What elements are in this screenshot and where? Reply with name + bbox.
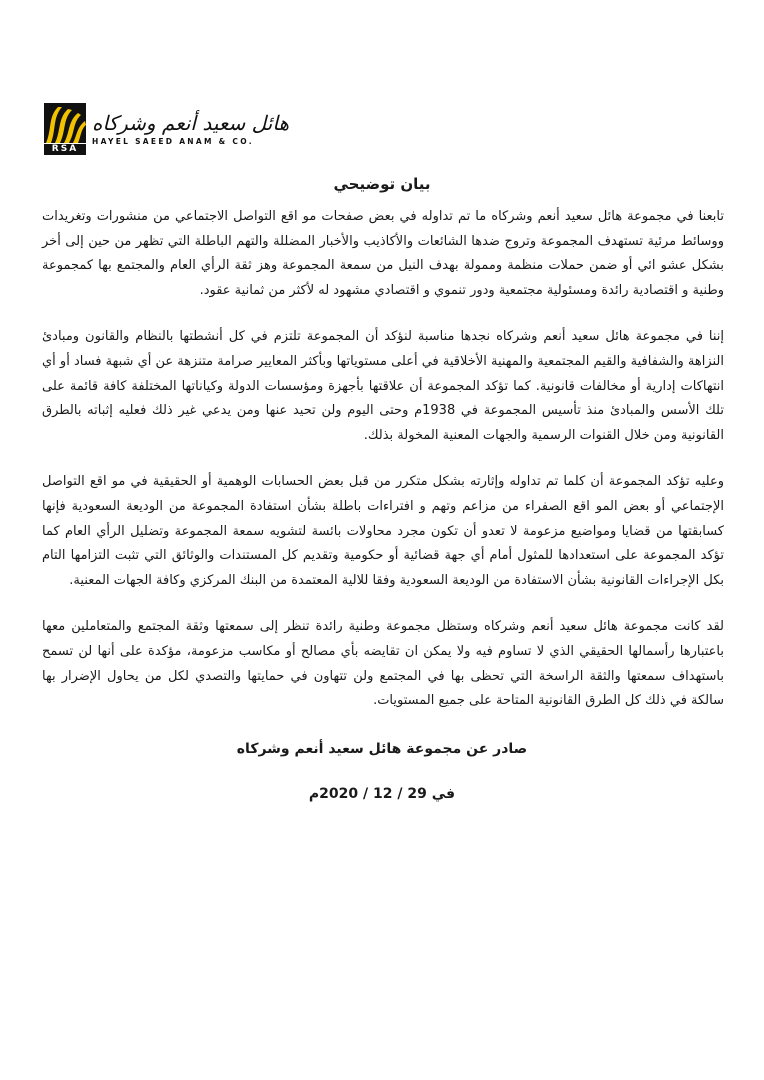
paragraph-1: تابعنا في مجموعة هائل سعيد أنعم وشركاه ما تم تداوله في بعض صفحات مو اقع التواصل الاجتماعي من منشورات وتغريدات ووسائط مرئية تستهدف المجموعة وتروج ضدها الشائعات والأكاذيب والأخبار المضللة والتهم الباطلة التي تظهر من حين إلى أخر بشكل عشو ائي أو ضمن حملات منظمة وممولة بهدف النيل من سمعة المجموعة وهز ثقة الرأي العام والمجتمع بها كمجموعة وطنية و اقتصادية رائدة ومسئولية مجتمعية ودور تنموي و اقتصادي مشهود له لأكثر من ثمانية عقود. [42, 209, 724, 298]
paragraph-4: لقد كانت مجموعة هائل سعيد أنعم وشركاه وستظل مجموعة وطنية رائدة تنظر إلى سمعتها وثقة المجتمع والمتعاملين معها باعتبارها رأسمالها الحقيقي الذي لا تساوم فيه ولا يمكن ان تقايضه بأي مصالح أو مكاسب مزعومة، مؤكدة على أنها لن تسمح باستهداف سمعتها والثقة الراسخة التي تحظى بها في المجتمع ولن تتهاون في حمايتها والتصدي لكل من يحاول الإضرار بها سالكة في ذلك كل الطرق القانونية المتاحة على جميع المستويات. [42, 619, 724, 709]
paragraph-3: وعليه تؤكد المجموعة أن كلما تم تداوله وإثارته بشكل متكرر من قبل بعض الحسابات الوهمية أو الحقيقية في مو اقع التواصل الإجتماعي أو بعض المو اقع الصفراء من مزاعم وتهم و افتراءات باطلة بشأن استفادة المجموعة من الوديعة السعودية فإنها كسابقتها من قضايا ومواضيع مزعومة لا تعدو أن تكون مجرد محاولات بائسة لتشويه سمعة المجموعة وتضليل الرأي العام كما تؤكد المجموعة على استعدادها للمثول أمام أي جهة قضائية أو حكومية وتقديم كل المستندات والوثائق التي تثبت التزامها التام بكل الإجراءات القانونية بشأن الاستفادة من الوديعة السعودية وفقا للالية المعتمدة من البنك المركزي وكافة الجهات المعنية. [42, 474, 724, 588]
logo-wordmark [92, 111, 289, 146]
logo-latin-name: HAYEL SAEED ANAM & CO. [92, 137, 254, 146]
company-logo [44, 103, 289, 155]
logo-arabic-name: هائل سعيد أنعم وشركاه [92, 111, 289, 135]
document-title: بيان توضيحي [333, 175, 431, 193]
document-date: في 29 / 12 / 2020م [308, 786, 456, 802]
document-body [42, 205, 724, 736]
signature-line: صادر عن مجموعة هائل سعيد أنعم وشركاه [236, 741, 528, 757]
paragraph-2: إننا في مجموعة هائل سعيد أنعم وشركاه نجدها مناسبة لنؤكد أن المجموعة تلتزم في كل أنشطتها بالنظام والقانون ومبادئ النزاهة والشفافية والقيم المجتمعية والمهنية الأخلاقية في أعلى مستوياتها وبأكثر المعايير صرامة متنزهة عن أي شبهة فساد أو أي انتهاكات إدارية أو مخالفات قانونية. كما تؤكد المجموعة أن علاقتها بأجهزة ومؤسسات الدولة وكياناتها المختلفة كافة قائمة على تلك الأسس والمبادئ منذ تأسيس المجموعة في 1938م وحتى اليوم ولن تحيد عنها ومن يدعي غير ذلك فعليه إثباته بالطرق القانونية ومن خلال القنوات الرسمية والجهات المعنية المخولة بذلك. [42, 329, 724, 443]
logo-abbreviation: RSA [44, 144, 86, 155]
logo-mark [44, 103, 86, 155]
road-stripes-icon [44, 103, 86, 143]
